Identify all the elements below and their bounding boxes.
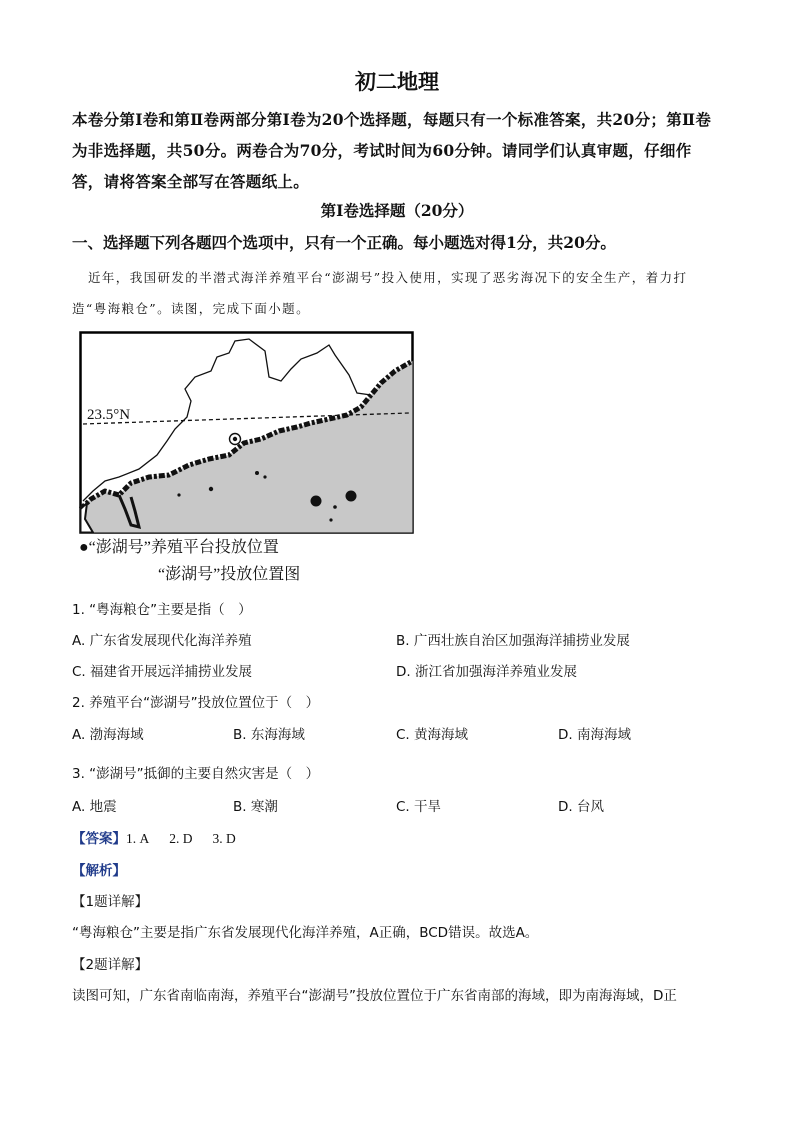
question-3-option-a: A. 地震 xyxy=(72,799,117,815)
question-3-option-b: B. 寒潮 xyxy=(233,799,278,815)
map-legend: ●“澎湖号”养殖平台投放位置 xyxy=(79,539,279,556)
section-title: 第Ⅰ卷选择题（20分） xyxy=(320,201,474,220)
answer-line xyxy=(72,827,236,847)
detail-1-text: “粤海粮仓”主要是指广东省发展现代化海洋养殖，A正确，BCD错误。故选A。 xyxy=(72,925,539,941)
answer-3: 3. D xyxy=(212,831,236,846)
question-2-option-b: B. 东海海域 xyxy=(233,727,305,743)
question-1-option-a: A. 广东省发展现代化海洋养殖 xyxy=(72,633,252,649)
question-2-option-d: D. 南海海域 xyxy=(558,727,631,743)
platform-marker-icon xyxy=(311,496,322,507)
detail-2-label: 【2题详解】 xyxy=(72,957,149,973)
latitude-label: 23.5°N xyxy=(87,407,131,423)
question-1-option-c: C. 福建省开展远洋捕捞业发展 xyxy=(72,664,253,680)
detail-2-text: 读图可知，广东省南临南海，养殖平台“澎湖号”投放位置位于广东省南部的海域，即为南海海域，D正 xyxy=(72,988,677,1004)
question-3-option-d: D. 台风 xyxy=(558,799,604,815)
question-3-stem: 3. “澎湖号”抵御的主要自然灾害是（ ） xyxy=(72,766,320,782)
exam-instructions: 本卷分第Ⅰ卷和第Ⅱ卷两部分第Ⅰ卷为20个选择题，每题只有一个标准答案，共20分；第Ⅱ卷为非选择题，共50分。两卷合为70分，考试时间为60分钟。请同学们认真审题，仔细作答，请将答案全部写在答题纸上。 xyxy=(72,110,712,191)
question-2-option-a: A. 渤海海域 xyxy=(72,727,144,743)
question-3-option-c: C. 干旱 xyxy=(396,799,442,815)
platform-marker-icon xyxy=(346,491,357,502)
analysis-label: 【解析】 xyxy=(72,863,126,879)
answer-1: 1. A xyxy=(126,831,150,846)
part-heading: 一、选择题下列各题四个选项中，只有一个正确。每小题选对得1分，共20分。 xyxy=(72,233,616,252)
page-title: 初二地理 xyxy=(355,69,439,94)
question-1-option-d: D. 浙江省加强海洋养殖业发展 xyxy=(396,664,577,680)
question-2-stem: 2. 养殖平台“澎湖号”投放位置位于（ ） xyxy=(72,695,320,711)
question-1-option-b: B. 广西壮族自治区加强海洋捕捞业发展 xyxy=(396,633,630,649)
answer-2: 2. D xyxy=(169,831,193,846)
question-2-option-c: C. 黄海海域 xyxy=(396,727,469,743)
reading-passage: 近年，我国研发的半潜式海洋养殖平台“澎湖号”投入使用，实现了恶劣海况下的安全生产，着力打造“粤海粮仓”。读图，完成下面小题。 xyxy=(72,270,688,316)
map-caption: “澎湖号”投放位置图 xyxy=(158,566,301,583)
answer-label: 【答案】 xyxy=(72,831,126,847)
question-1-stem: 1. “粤海粮仓”主要是指（ ） xyxy=(72,602,252,618)
detail-1-label: 【1题详解】 xyxy=(72,894,149,910)
map-figure xyxy=(79,331,414,534)
